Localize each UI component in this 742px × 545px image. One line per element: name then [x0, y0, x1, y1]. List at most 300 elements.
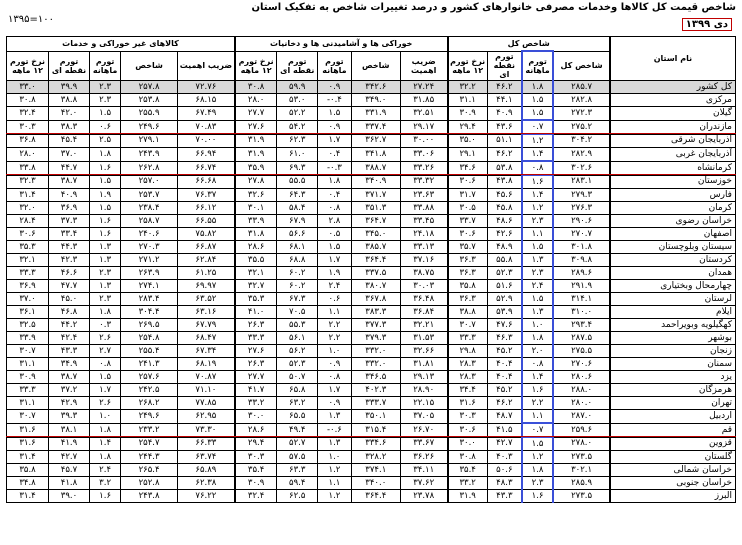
nonfood-index: ۲۶۹.۵: [121, 319, 178, 332]
table-row: [7, 161, 736, 175]
total-index: ۲۷۵.۲: [553, 120, 610, 134]
province-name: سیستان وبلوچستان: [610, 241, 736, 254]
nonfood-pointwise: ۳۸.۸: [49, 94, 90, 107]
total-index-header: شاخص کل: [553, 51, 610, 81]
food-index: ۳۴۰.۹: [351, 175, 400, 189]
nonfood-weight-header: ضریب اهمیت: [177, 51, 235, 81]
food-monthly: ۱.۸: [318, 175, 352, 189]
total-annual: ۳۱.۹: [448, 490, 488, 503]
total-pointwise: ۵۳.۹: [487, 306, 522, 319]
food-monthly: ۱.۵: [318, 107, 352, 121]
total-monthly: ۲.۳: [522, 477, 553, 490]
food-annual: ۳۲.۴: [235, 490, 277, 503]
highlight-rule: [6, 436, 736, 437]
total-monthly: ۱.۳: [522, 254, 553, 267]
nonfood-annual: ۳۲.۱: [7, 254, 49, 267]
province-name: سمنان: [610, 358, 736, 371]
nonfood-annual: ۳۳.۳: [7, 267, 49, 280]
nonfood-annual: ۳۳.۰: [7, 81, 49, 94]
nonfood-monthly: ۲.۷: [89, 345, 120, 358]
nonfood-annual: ۲۸.۰: [7, 148, 49, 162]
province-name: خراسان رضوی: [610, 215, 736, 228]
total-annual: ۳۰.۵: [448, 202, 488, 215]
base-year-note: ۱۰۰=۱۳۹۵: [8, 14, 54, 25]
nonfood-weight: ۶۷.۴۹: [177, 107, 235, 121]
total-index: ۲۸۰.۶: [553, 371, 610, 384]
food-index: ۴۰۲.۳: [351, 384, 400, 397]
total-index: ۲۷۰.۶: [553, 358, 610, 371]
table-row: [7, 94, 736, 107]
nonfood-monthly: ۱.۹: [89, 189, 120, 202]
food-annual: ۴۱.۷: [235, 384, 277, 397]
total-monthly: ۱.۲: [522, 134, 553, 148]
total-index: ۳۰۹.۸: [553, 254, 610, 267]
nonfood-weight: ۶۳.۷۴: [177, 451, 235, 464]
province-name: البرز: [610, 490, 736, 503]
nonfood-monthly: ۲.۶: [89, 332, 120, 345]
total-monthly: ۲.۳: [522, 215, 553, 228]
food-annual: ۳۲.۷: [235, 280, 277, 293]
total-index: ۳۰۲.۶: [553, 161, 610, 175]
nonfood-weight: ۶۶.۷۴: [177, 161, 235, 175]
food-weight: ۳۶.۸۴: [400, 306, 447, 319]
total-index: ۲۹۳.۴: [553, 319, 610, 332]
nonfood-index: ۲۸۳.۴: [121, 293, 178, 306]
total-index: ۲۸۷.۵: [553, 332, 610, 345]
total-pointwise: ۵۳.۸: [487, 161, 522, 175]
nonfood-monthly: ۰.۸: [89, 358, 120, 371]
nonfood-annual: ۳۲.۴: [7, 107, 49, 121]
total-group-header: شاخص کل: [448, 37, 610, 52]
total-monthly: ۱.۰: [522, 319, 553, 332]
food-weight: ۳۳.۱۳: [400, 241, 447, 254]
nonfood-pointwise: ۴۲.۰: [49, 107, 90, 121]
nonfood-pointwise: ۴۵.۷: [49, 464, 90, 477]
total-annual: ۳۵.۸: [448, 280, 488, 293]
nonfood-group-header: کالاهای غیر خوراکی و خدمات: [7, 37, 235, 52]
table-row: [7, 175, 736, 189]
food-annual: ۳۳.۳: [235, 332, 277, 345]
nonfood-pointwise: ۳۸.۱: [49, 423, 90, 437]
total-monthly-header: تورم ماهانه: [522, 51, 553, 81]
total-index: ۲۸۳.۱: [553, 175, 610, 189]
food-index: ۳۷۱.۷: [351, 189, 400, 202]
food-pointwise: ۶۴.۳: [277, 189, 318, 202]
total-monthly: ۱.۵: [522, 293, 553, 306]
food-monthly: ۰.۴-: [318, 94, 352, 107]
nonfood-pointwise: ۴۲.۳: [49, 254, 90, 267]
total-pointwise: ۴۰.۴: [487, 371, 522, 384]
total-annual: ۳۰.۷: [448, 319, 488, 332]
food-monthly: ۰.۹: [318, 358, 352, 371]
total-pointwise: ۴۶.۲: [487, 148, 522, 162]
nonfood-annual: ۳۲.۳: [7, 175, 49, 189]
total-index: ۲۷۳.۵: [553, 451, 610, 464]
table-row: [7, 490, 736, 503]
nonfood-annual: ۲۸.۴: [7, 215, 49, 228]
food-index: ۳۷۴.۱: [351, 464, 400, 477]
table-row: [7, 134, 736, 148]
food-pointwise: ۵۲.۳: [277, 358, 318, 371]
food-annual: ۳۰.۸: [235, 81, 277, 94]
total-pointwise: ۴۳.۶: [487, 120, 522, 134]
table-row: [7, 254, 736, 267]
table-row: [7, 306, 736, 319]
total-index: ۲۷۵.۵: [553, 345, 610, 358]
highlight-rule: [6, 174, 736, 175]
nonfood-annual: ۳۷.۰: [7, 293, 49, 306]
nonfood-weight: ۶۷.۳۴: [177, 345, 235, 358]
food-weight-header: ضریب اهمیت: [400, 51, 447, 81]
total-annual: ۳۵.۷: [448, 241, 488, 254]
food-annual: ۳۵.۳: [235, 293, 277, 306]
nonfood-index: ۲۴۲.۵: [121, 384, 178, 397]
nonfood-monthly: ۳.۲: [89, 477, 120, 490]
nonfood-pointwise: ۳۸.۷: [49, 175, 90, 189]
nonfood-monthly: ۱.۵: [89, 107, 120, 121]
food-weight: ۲۹.۱۷: [400, 120, 447, 134]
province-name: یزد: [610, 371, 736, 384]
total-monthly: ۱.۱: [522, 228, 553, 241]
nonfood-weight: ۶۱.۲۵: [177, 267, 235, 280]
food-annual: ۳۵.۵: [235, 254, 277, 267]
food-annual: ۳۰.۱: [235, 202, 277, 215]
food-annual-header: نرخ تورم ۱۲ ماهه: [235, 51, 277, 81]
total-monthly: ۱.۲: [522, 451, 553, 464]
food-index: ۳۶۴.۴: [351, 254, 400, 267]
food-weight: ۳۱.۵۳: [400, 332, 447, 345]
food-monthly: ۱.۷: [318, 254, 352, 267]
total-annual: ۳۰.۳: [448, 410, 488, 424]
table-row: [7, 423, 736, 437]
province-name: لرستان: [610, 293, 736, 306]
inflation-table: [6, 36, 736, 503]
food-weight: ۳۲.۵۱: [400, 107, 447, 121]
nonfood-annual: ۳۰.۸: [7, 94, 49, 107]
nonfood-index: ۲۶۳.۹: [121, 267, 178, 280]
nonfood-pointwise: ۴۵.۰: [49, 293, 90, 306]
food-monthly: ۰.۸: [318, 202, 352, 215]
nonfood-weight: ۶۶.۹۴: [177, 148, 235, 162]
food-weight: ۲۳.۷۸: [400, 490, 447, 503]
food-pointwise: ۵۹.۹: [277, 81, 318, 94]
table-body: [7, 81, 736, 503]
nonfood-weight: ۷۷.۸۵: [177, 397, 235, 410]
nonfood-pointwise: ۴۲.۴: [49, 332, 90, 345]
total-monthly: ۱.۳: [522, 306, 553, 319]
nonfood-index: ۲۷۰.۳: [121, 241, 178, 254]
table-row: [7, 189, 736, 202]
total-annual: ۳۶.۳: [448, 254, 488, 267]
total-pointwise: ۴۲.۶: [487, 228, 522, 241]
total-monthly: ۱.۲: [522, 202, 553, 215]
total-annual: ۳۰.۶: [448, 423, 488, 437]
food-monthly: ۰.۹: [318, 120, 352, 134]
total-annual: ۳۴.۴: [448, 384, 488, 397]
nonfood-monthly: ۲.۳: [89, 293, 120, 306]
food-annual: ۳۰.۹: [235, 477, 277, 490]
nonfood-annual: ۳۳.۸: [7, 161, 49, 175]
nonfood-annual: ۳۶.۱: [7, 306, 49, 319]
food-weight: ۳۲.۲۱: [400, 319, 447, 332]
table-row: [7, 148, 736, 162]
province-name: قم: [610, 423, 736, 437]
food-annual: ۲۷.۷: [235, 371, 277, 384]
food-weight: ۲۷.۲۴: [400, 81, 447, 94]
nonfood-pointwise: ۴۱.۸: [49, 477, 90, 490]
nonfood-annual: ۳۰.۳: [7, 120, 49, 134]
nonfood-index: ۲۴۴.۳: [121, 451, 178, 464]
total-index: ۲۸۵.۹: [553, 477, 610, 490]
nonfood-monthly: ۱.۶: [89, 490, 120, 503]
food-pointwise: ۷۰.۵: [277, 306, 318, 319]
total-index: ۲۸۲.۸: [553, 94, 610, 107]
total-monthly: ۲.۲: [522, 397, 553, 410]
food-pointwise: ۶۵.۵: [277, 410, 318, 424]
nonfood-weight: ۶۹.۹۷: [177, 280, 235, 293]
table-row: [7, 215, 736, 228]
food-pointwise: ۵۰.۷: [277, 371, 318, 384]
food-weight: ۳۸.۷۵: [400, 267, 447, 280]
nonfood-index: ۲۴۳.۹: [121, 148, 178, 162]
table-row: [7, 451, 736, 464]
food-pointwise: ۵۵.۳: [277, 319, 318, 332]
table-row: [7, 202, 736, 215]
table-row: [7, 267, 736, 280]
nonfood-monthly: ۲.۳: [89, 267, 120, 280]
food-pointwise: ۵۲.۷: [277, 437, 318, 451]
total-annual: ۳۲.۲: [448, 81, 488, 94]
food-pointwise: ۶۷.۳: [277, 293, 318, 306]
nonfood-annual: ۳۲.۰: [7, 202, 49, 215]
nonfood-pointwise: ۳۶.۹: [49, 202, 90, 215]
province-name: همدان: [610, 267, 736, 280]
nonfood-weight: ۷۱.۱۰: [177, 384, 235, 397]
nonfood-pointwise: ۴۷.۷: [49, 280, 90, 293]
total-pointwise: ۴۳.۳: [487, 490, 522, 503]
nonfood-index: ۲۵۴.۸: [121, 332, 178, 345]
total-monthly: ۰.۷: [522, 423, 553, 437]
nonfood-weight: ۶۲.۳۸: [177, 477, 235, 490]
nonfood-monthly: ۰.۶: [89, 120, 120, 134]
nonfood-annual: ۳۱.۴: [7, 490, 49, 503]
food-weight: ۲۲.۱۵: [400, 397, 447, 410]
total-index: ۲۸۰.۰: [553, 397, 610, 410]
province-name: مرکزی: [610, 94, 736, 107]
nonfood-weight: ۶۶.۳۳: [177, 437, 235, 451]
nonfood-pointwise: ۴۲.۹: [49, 397, 90, 410]
food-monthly: ۱.۰: [318, 345, 352, 358]
nonfood-pointwise: ۳۷.۰: [49, 148, 90, 162]
nonfood-pointwise: ۴۴.۷: [49, 161, 90, 175]
total-monthly: ۲.۴: [522, 280, 553, 293]
food-annual: ۳۰.۰: [235, 410, 277, 424]
food-monthly: ۱.۰: [318, 451, 352, 464]
food-pointwise: ۶۲.۳: [277, 134, 318, 148]
food-weight: ۳۳.۶۷: [400, 437, 447, 451]
total-pointwise: ۵۱.۱: [487, 134, 522, 148]
table-row: [7, 464, 736, 477]
total-index: ۳۰۱.۸: [553, 241, 610, 254]
food-weight: ۲۸.۹۰: [400, 384, 447, 397]
nonfood-monthly: ۱.۶: [89, 215, 120, 228]
nonfood-monthly: ۲.۳: [89, 94, 120, 107]
food-weight: ۳۰.۰۳: [400, 280, 447, 293]
total-monthly: ۱.۵: [522, 107, 553, 121]
food-pointwise: ۶۵.۸: [277, 384, 318, 397]
food-pointwise: ۶۲.۵: [277, 490, 318, 503]
nonfood-pointwise: ۳۹.۳: [49, 410, 90, 424]
province-name: کرمانشاه: [610, 161, 736, 175]
nonfood-index: ۲۷۴.۱: [121, 280, 178, 293]
nonfood-weight: ۶۶.۱۲: [177, 202, 235, 215]
nonfood-annual: ۳۱.۴: [7, 451, 49, 464]
nonfood-monthly: ۱.۸: [89, 148, 120, 162]
province-name: آذربایجان غربی: [610, 148, 736, 162]
total-pointwise: ۴۶.۳: [487, 332, 522, 345]
table-row: [7, 280, 736, 293]
nonfood-weight: ۷۶.۲۲: [177, 490, 235, 503]
nonfood-monthly: ۱.۸: [89, 423, 120, 437]
table-row: [7, 397, 736, 410]
food-annual: ۳۰.۳: [235, 451, 277, 464]
nonfood-weight: ۶۸.۱۵: [177, 94, 235, 107]
nonfood-index: ۲۵۵.۴: [121, 345, 178, 358]
food-annual: ۲۷.۷: [235, 107, 277, 121]
nonfood-annual: ۳۱.۱: [7, 397, 49, 410]
table-row: [7, 241, 736, 254]
province-name: خوزستان: [610, 175, 736, 189]
nonfood-annual: ۳۶.۸: [7, 134, 49, 148]
food-pointwise-header: تورم نقطه ای: [277, 51, 318, 81]
food-monthly: ۰.۴: [318, 148, 352, 162]
table-row: [7, 332, 736, 345]
total-index: ۲۵۹.۶: [553, 423, 610, 437]
food-index: ۳۵۰.۱: [351, 410, 400, 424]
food-index: ۳۴۰.۰: [351, 477, 400, 490]
province-name: مازندران: [610, 120, 736, 134]
total-pointwise: ۵۲.۳: [487, 267, 522, 280]
total-pointwise: ۴۸.۹: [487, 241, 522, 254]
table-row: [7, 228, 736, 241]
total-index: ۲۷۰.۷: [553, 228, 610, 241]
food-annual: ۳۵.۹: [235, 161, 277, 175]
total-annual: ۲۹.۱: [448, 148, 488, 162]
food-annual: ۲۷.۶: [235, 120, 277, 134]
food-weight: ۳۲.۶۶: [400, 345, 447, 358]
nonfood-weight: ۶۸.۴۷: [177, 332, 235, 345]
food-index: ۳۲۸.۲: [351, 451, 400, 464]
nonfood-annual: ۳۱.۶: [7, 423, 49, 437]
nonfood-index: ۲۴۰.۶: [121, 228, 178, 241]
total-pointwise: ۵۱.۶: [487, 280, 522, 293]
nonfood-monthly: ۰.۳: [89, 319, 120, 332]
total-pointwise: ۴۱.۵: [487, 423, 522, 437]
nonfood-monthly-header: تورم ماهانه: [89, 51, 120, 81]
food-monthly: ۰.۹: [318, 81, 352, 94]
table-row: [7, 345, 736, 358]
nonfood-pointwise: ۳۸.۷: [49, 371, 90, 384]
total-pointwise: ۵۲.۹: [487, 293, 522, 306]
total-monthly: ۱.۴: [522, 148, 553, 162]
total-pointwise: ۴۲.۷: [487, 437, 522, 451]
total-pointwise: ۴۵.۸: [487, 202, 522, 215]
food-pointwise: ۶۸.۸: [277, 254, 318, 267]
nonfood-pointwise: ۴۵.۴: [49, 134, 90, 148]
food-index: ۳۶۷.۸: [351, 293, 400, 306]
food-annual: ۲۶.۳: [235, 319, 277, 332]
table-row: [7, 410, 736, 424]
food-monthly: ۰.۹: [318, 397, 352, 410]
food-weight: ۲۳.۶۳: [400, 189, 447, 202]
food-index: ۳۴۶.۵: [351, 371, 400, 384]
food-annual: ۳۱.۹: [235, 134, 277, 148]
total-index: ۳۱۰.۰: [553, 306, 610, 319]
total-monthly: ۱.۵: [522, 94, 553, 107]
food-index: ۳۴۵.۰: [351, 228, 400, 241]
nonfood-annual: ۳۳.۹: [7, 332, 49, 345]
food-index: ۳۳۲.۰: [351, 345, 400, 358]
food-pointwise: ۵۸.۴: [277, 202, 318, 215]
food-annual: ۲۸.۰: [235, 94, 277, 107]
table-row: [7, 384, 736, 397]
country-row: [7, 81, 736, 94]
food-index: ۳۴۹.۰: [351, 94, 400, 107]
nonfood-pointwise: ۳۸.۳: [49, 120, 90, 134]
food-monthly: ۰.۸: [318, 371, 352, 384]
total-annual: ۳۶.۳: [448, 293, 488, 306]
food-annual: ۲۹.۴: [235, 437, 277, 451]
food-index: ۳۶۲.۷: [351, 134, 400, 148]
total-index: ۳۱۴.۱: [553, 293, 610, 306]
total-annual: ۳۰.۶: [448, 175, 488, 189]
food-index: ۳۷۹.۳: [351, 332, 400, 345]
total-monthly: ۱.۵: [522, 241, 553, 254]
total-pointwise: ۴۶.۲: [487, 81, 522, 94]
food-weight: ۳۰.۰۰: [400, 134, 447, 148]
province-name: فارس: [610, 189, 736, 202]
nonfood-index: ۲۵۵.۹: [121, 107, 178, 121]
food-weight: ۳۶.۴۸: [400, 293, 447, 306]
nonfood-annual: ۳۰.۷: [7, 410, 49, 424]
food-annual: ۳۱.۹: [235, 148, 277, 162]
province-name: کل کشور: [610, 81, 736, 94]
nonfood-pointwise: ۴۳.۳: [49, 345, 90, 358]
nonfood-annual: ۳۱.۴: [7, 189, 49, 202]
total-annual: ۳۵.۰: [448, 134, 488, 148]
food-monthly: ۱.۷: [318, 134, 352, 148]
food-pointwise: ۵۹.۴: [277, 477, 318, 490]
total-pointwise: ۴۰.۹: [487, 107, 522, 121]
food-weight: ۳۱.۸۱: [400, 358, 447, 371]
total-annual: ۳۰.۰: [448, 437, 488, 451]
food-index: ۳۴۲.۶: [351, 81, 400, 94]
food-index: ۳۶۴.۷: [351, 215, 400, 228]
nonfood-annual: ۳۰.۹: [7, 371, 49, 384]
total-index: ۳۰۴.۲: [553, 134, 610, 148]
nonfood-index: ۲۵۳.۸: [121, 94, 178, 107]
nonfood-weight: ۷۶.۳۷: [177, 189, 235, 202]
nonfood-monthly: ۲.۳: [89, 81, 120, 94]
food-index: ۳۳۱.۹: [351, 107, 400, 121]
nonfood-index: ۲۴۱.۳: [121, 358, 178, 371]
nonfood-weight: ۷۰.۰۰: [177, 134, 235, 148]
total-annual: ۳۰.۸: [448, 451, 488, 464]
nonfood-monthly: ۱.۶: [89, 228, 120, 241]
food-monthly: ۲.۴: [318, 280, 352, 293]
nonfood-index: ۲۵۲.۸: [121, 477, 178, 490]
nonfood-pointwise: ۴۴.۲: [49, 319, 90, 332]
